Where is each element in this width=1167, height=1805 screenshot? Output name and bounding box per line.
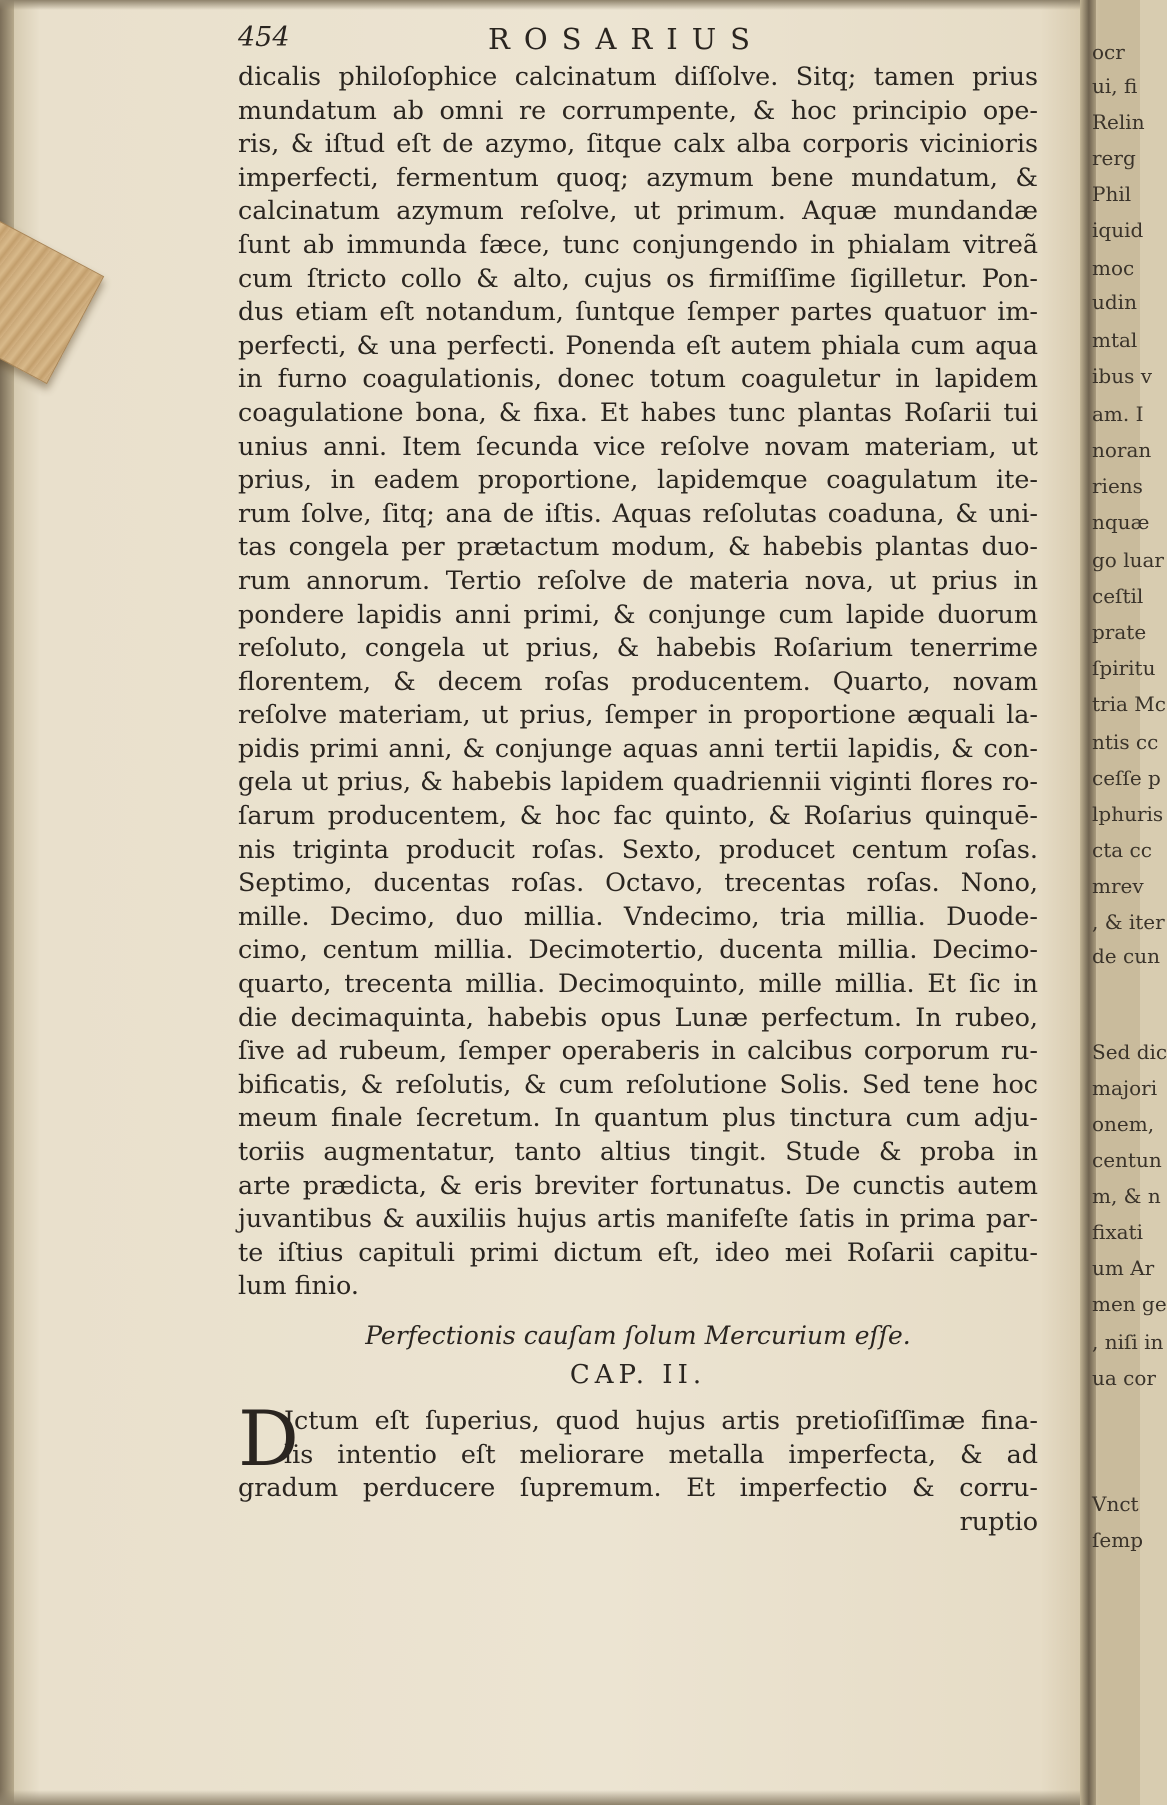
facing-page-text: rerg	[1092, 146, 1136, 170]
text-line: pidis primi anni, & conjunge aquas anni tertii lapidis, & con-	[238, 732, 1038, 763]
text-line: prius, in eadem proportione, lapidemque coagulatum ite-	[238, 464, 1038, 495]
facing-page-text: men ge	[1092, 1292, 1167, 1316]
facing-page-text: prate	[1092, 620, 1147, 644]
text-line: ſarum producentem, & hoc fac quinto, & Roſarius quinquē-	[238, 800, 1038, 831]
facing-page-text: ceſſe p	[1092, 766, 1161, 790]
facing-page-text: , niſi in	[1092, 1330, 1164, 1354]
facing-page-text: centun	[1092, 1148, 1162, 1172]
facing-page-text: ſpiritu	[1092, 656, 1156, 680]
text-line: bificatis, & reſolutis, & cum reſolutione Solis. Sed tene hoc	[238, 1068, 1038, 1099]
facing-page-text: mtal	[1092, 328, 1138, 352]
facing-page-text: riens	[1092, 474, 1143, 498]
facing-page-text: am. I	[1092, 402, 1144, 426]
drop-cap: D	[238, 1393, 299, 1483]
text-line: die decimaquinta, habebis opus Lunæ perfectum. In rubeo,	[238, 1001, 1038, 1032]
text-line: coagulatione bona, & fixa. Et habes tunc plantas Roſarii tui	[238, 396, 1038, 427]
text-line: reſolve materiam, ut prius, ſemper in proportione æquali la-	[238, 699, 1038, 730]
text-line: imperfecti, fermentum quoq; azymum bene mundatum, &	[238, 161, 1038, 192]
facing-page-text: Vnct	[1092, 1492, 1139, 1516]
top-shadow	[0, 0, 1090, 10]
chapter-text-line: Ictum eſt ſuperius, quod hujus artis pretioſiſſimæ fina-	[284, 1404, 1038, 1435]
chapter-text	[238, 1393, 1038, 1505]
text-line: ris, & iſtud eſt de azymo, ſitque calx alba corporis vicinioris	[238, 128, 1038, 159]
text-line: gela ut prius, & habebis lapidem quadriennii viginti flores ro-	[238, 766, 1038, 797]
body-text	[238, 60, 1038, 1303]
running-head: ROSARIUS	[488, 22, 765, 56]
main-text-column	[238, 22, 1038, 1538]
text-line: nis triginta producit roſas. Sexto, producet centum roſas.	[238, 833, 1038, 864]
text-line: rum ſolve, ſitq; ana de iſtis. Aquas reſolutas coaduna, & uni-	[238, 497, 1038, 528]
facing-page-text: ua cor	[1092, 1366, 1156, 1390]
facing-page-text: tria Mc	[1092, 692, 1166, 716]
text-line: rum annorum. Tertio reſolve de materia nova, ut prius in	[238, 564, 1038, 595]
facing-page-fragment	[1092, 40, 1167, 1800]
text-line: te iſtius capituli primi dictum eſt, ideo mei Roſarii capitu-	[238, 1236, 1038, 1267]
facing-page-text: go luar	[1092, 548, 1164, 572]
text-line: cum ſtricto collo & alto, cujus os firmiſſime ſigilletur. Pon-	[238, 262, 1038, 293]
facing-page-text: ui, fi	[1092, 74, 1138, 98]
text-line: ſive ad rubeum, ſemper operaberis in calcibus corporum ru-	[238, 1035, 1038, 1066]
text-line: calcinatum azymum reſolve, ut primum. Aquæ mundandæ	[238, 195, 1038, 226]
facing-page-text: ibus v	[1092, 364, 1152, 388]
facing-page-text: onem,	[1092, 1112, 1155, 1136]
facing-page-text: ſemp	[1092, 1528, 1144, 1552]
text-line: meum finale ſecretum. In quantum plus tinctura cum adju-	[238, 1102, 1038, 1133]
facing-page-text: lphuris	[1092, 802, 1164, 826]
text-line: tas congela per prætactum modum, & habebis plantas duo-	[238, 531, 1038, 562]
facing-page-text: cta cc	[1092, 838, 1152, 862]
text-line: juvantibus & auxiliis hujus artis manifeſte ſatis in prima par-	[238, 1203, 1038, 1234]
facing-page-text: iquid	[1092, 218, 1144, 242]
page-number: 454	[238, 22, 290, 53]
facing-page-text: noran	[1092, 438, 1152, 462]
facing-page-text: m, & n	[1092, 1184, 1161, 1208]
facing-page-text: Sed dic	[1092, 1040, 1167, 1064]
chapter-text-line: lis intentio eſt meliorare metalla imperfecta, & ad	[284, 1438, 1038, 1469]
text-line: perfecti, & una perfecti. Ponenda eſt autem phiala cum aqua	[238, 329, 1038, 360]
text-line: toriis augmentatur, tanto altius tingit. Stude & proba in	[238, 1136, 1038, 1166]
text-line: lum finio.	[238, 1270, 359, 1301]
facing-page-text: moc	[1092, 256, 1135, 280]
facing-page-text: ocr	[1092, 40, 1125, 64]
facing-page-text: Relin	[1092, 110, 1145, 134]
facing-page-text: mrev	[1092, 874, 1144, 898]
facing-page-text: majori	[1092, 1076, 1158, 1100]
page-header	[238, 22, 1038, 60]
facing-page-text: fixati	[1092, 1220, 1143, 1244]
text-line: unius anni. Item ſecunda vice reſolve novam materiam, ut	[238, 430, 1038, 461]
text-line: arte prædicta, & eris breviter fortunatus. De cunctis autem	[238, 1169, 1038, 1200]
wooden-page-weight	[0, 205, 104, 384]
section-rubric: Perfectionis cauſam ſolum Mercurium eſſe.	[365, 1320, 911, 1350]
facing-page-text: de cun	[1092, 944, 1160, 968]
text-line: dicalis philoſophice calcinatum diſſolve. Sitq; tamen prius	[238, 61, 1038, 91]
chapter-body	[238, 1393, 1038, 1538]
facing-page-text: udin	[1092, 290, 1137, 314]
text-line: in furno coagulationis, donec totum coaguletur in lapidem	[238, 363, 1038, 394]
bottom-shadow	[0, 1790, 1090, 1805]
text-line: mundatum ab omni re corrumpente, & hoc principio ope-	[238, 94, 1038, 125]
facing-page-text: ceſtil	[1092, 584, 1144, 608]
chapter-text-line: gradum perducere ſupremum. Et imperfectio & corru-	[238, 1472, 1038, 1503]
chapter-heading: CAP. II.	[569, 1359, 707, 1390]
facing-page-text: nquæ	[1092, 510, 1150, 534]
text-line: florentem, & decem roſas producentem. Quarto, novam	[238, 665, 1038, 696]
facing-page-text: , & iter	[1092, 910, 1165, 934]
text-line: ſunt ab immunda fæce, tunc conjungendo in phialam vitreã	[238, 228, 1038, 259]
facing-page-text: um Ar	[1092, 1256, 1155, 1280]
text-line: Septimo, ducentas roſas. Octavo, trecentas roſas. Nono,	[238, 867, 1038, 898]
text-line: cimo, centum millia. Decimotertio, ducenta millia. Decimo-	[238, 934, 1038, 965]
text-line: pondere lapidis anni primi, & conjunge cum lapide duorum	[238, 598, 1038, 629]
facing-page-text: ntis cc	[1092, 730, 1159, 754]
catchword: ruptio	[959, 1505, 1038, 1536]
text-line: reſoluto, congela ut prius, & habebis Roſarium tenerrime	[238, 632, 1038, 663]
text-line: dus etiam eſt notandum, ſuntque ſemper partes quatuor im-	[238, 296, 1038, 327]
text-line: mille. Decimo, duo millia. Vndecimo, tria millia. Duode-	[238, 900, 1038, 931]
facing-page-text: Phil	[1092, 182, 1132, 206]
text-line: quarto, trecenta millia. Decimoquinto, mille millia. Et ſic in	[238, 968, 1038, 999]
